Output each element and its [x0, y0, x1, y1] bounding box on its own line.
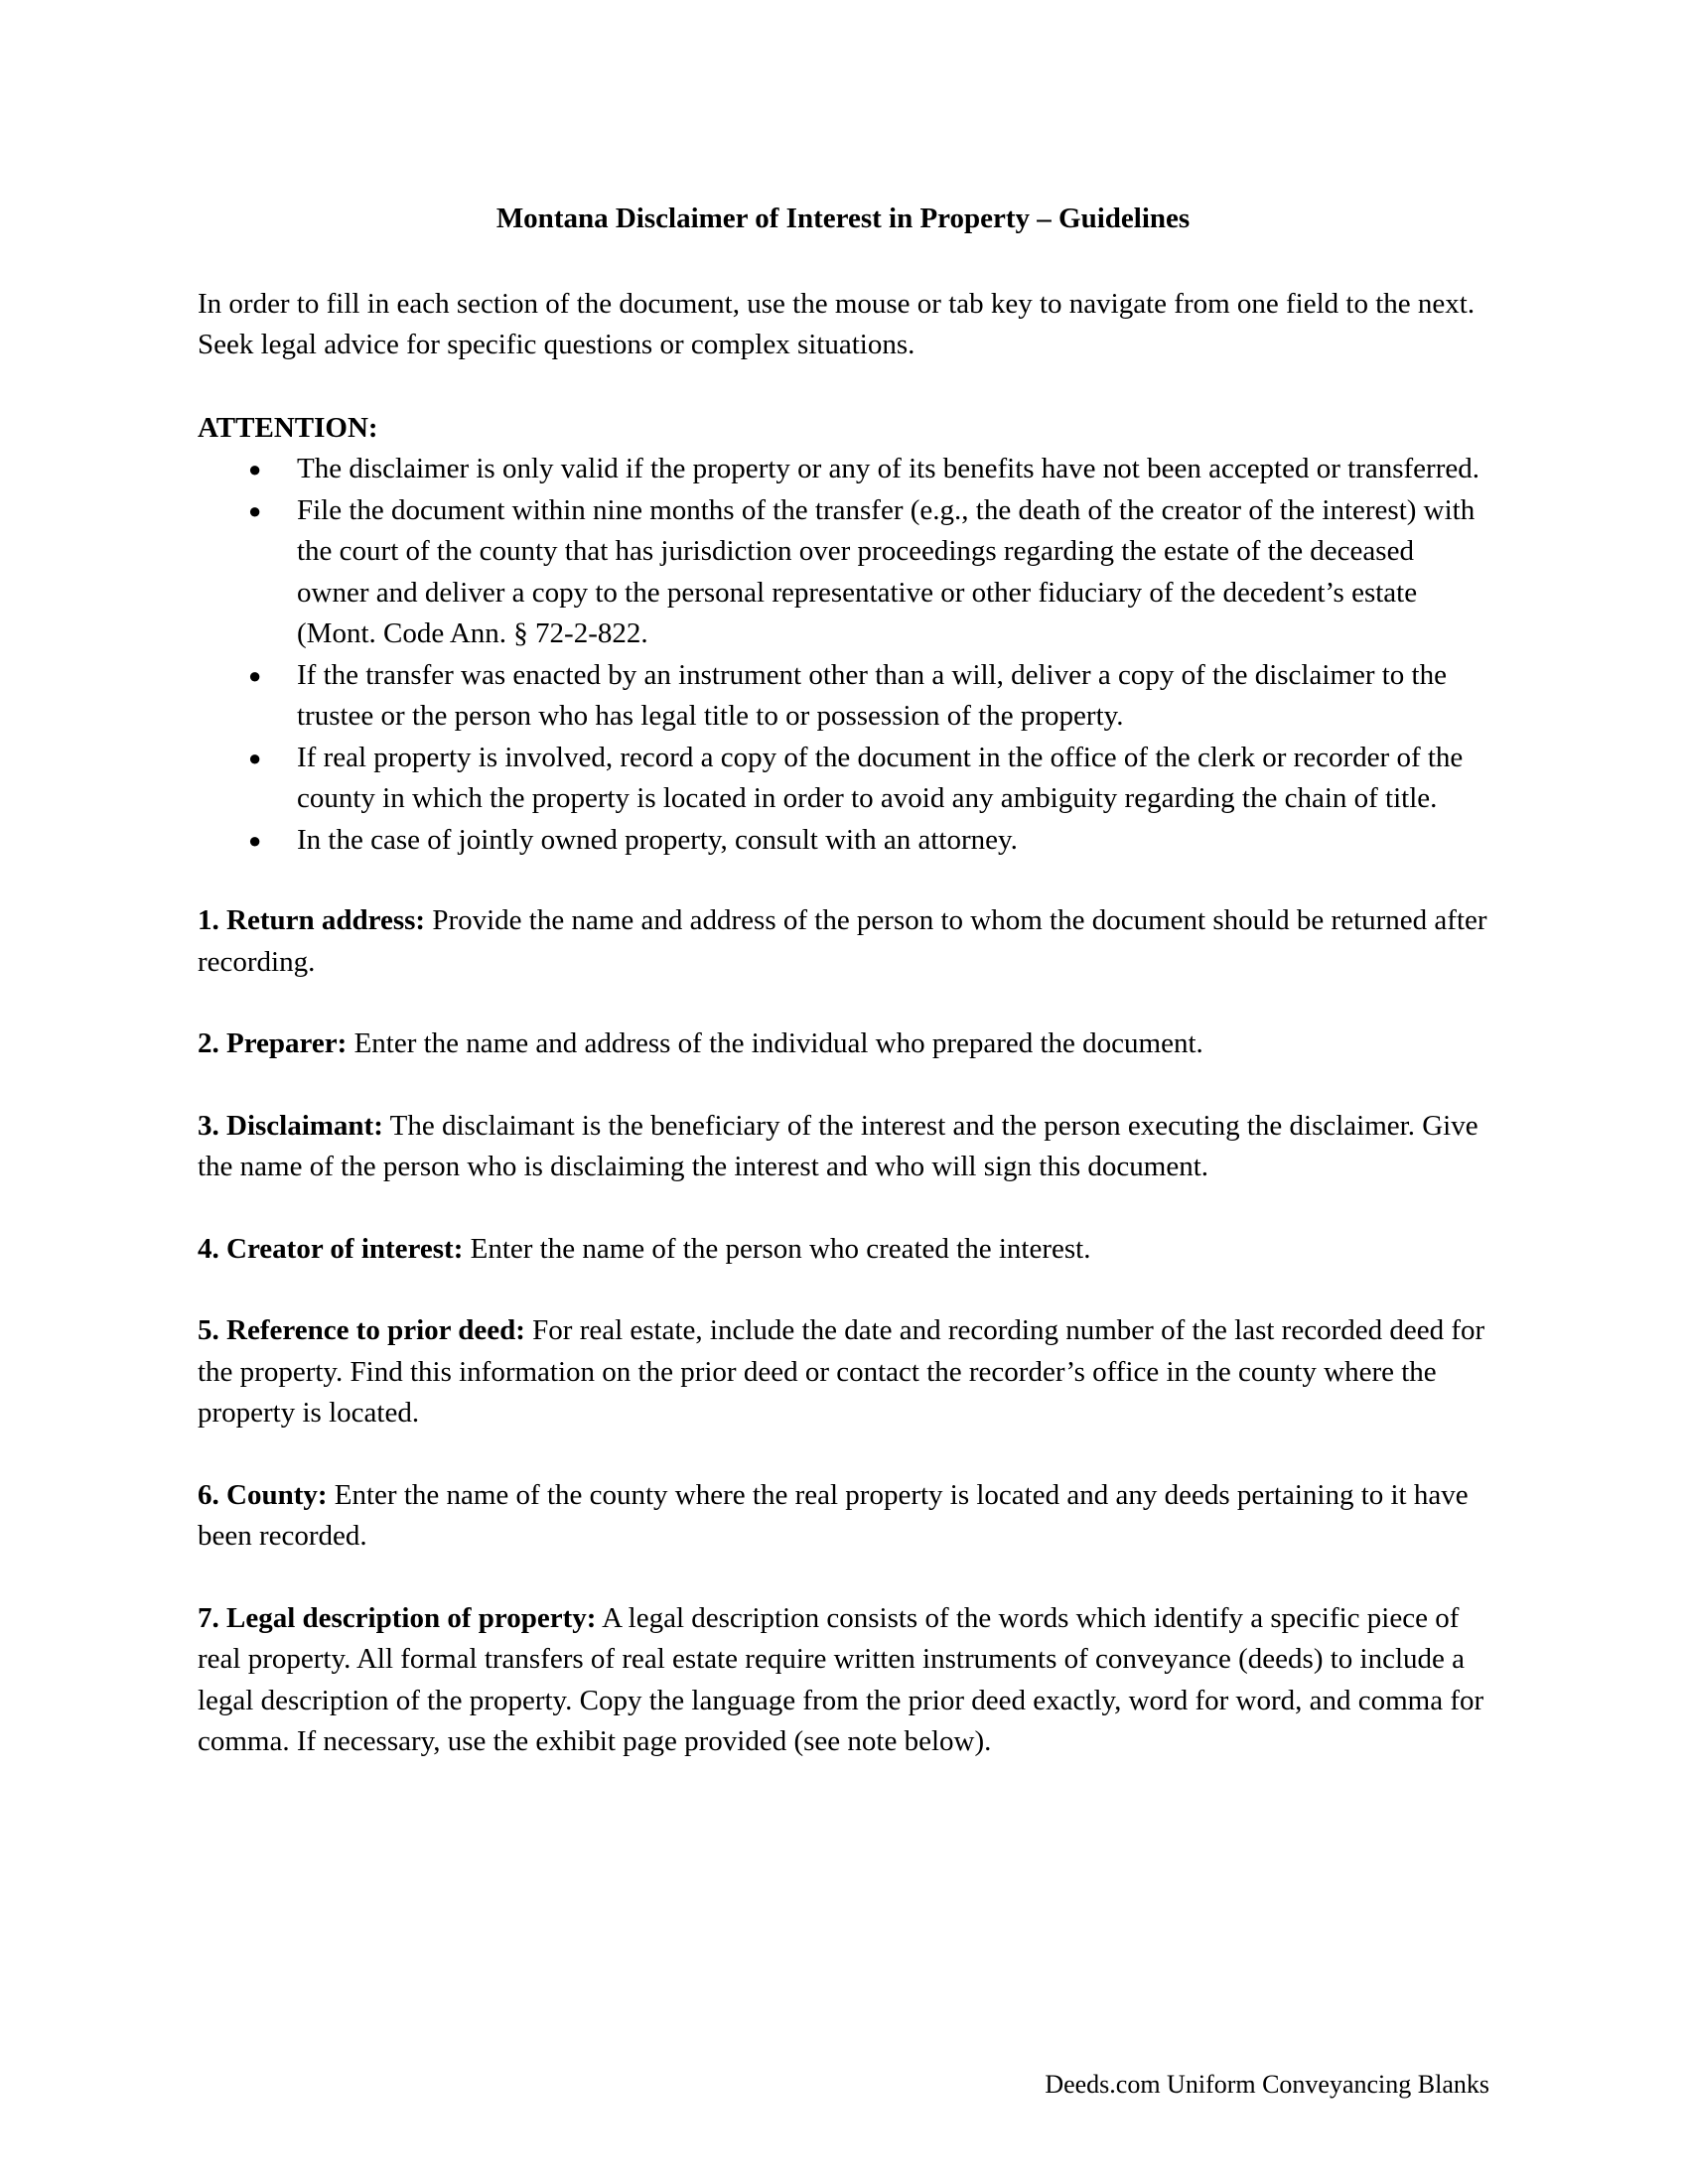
section-preparer: [198, 1024, 1488, 1065]
section-text: The disclaimant is the beneficiary of the interest and the person executing the disclaimer. Give the name of the person who is disclaiming the interest and who will sign this document.: [198, 1109, 1478, 1182]
section-label: 4. Creator of interest:: [198, 1232, 464, 1265]
section-label: 1. Return address:: [198, 904, 426, 936]
section-label: 5. Reference to prior deed:: [198, 1314, 525, 1346]
section-legal-description: [198, 1598, 1488, 1763]
attention-item-text: File the document within nine months of the transfer (e.g., the death of the creator of the interest) with the court of the county that has jurisdiction over proceedings regarding the estate of the deceased owner and deliver a copy to the personal representative or other fiduciary of the decedent’s estate (Mont. Code Ann. § 72-2-822.: [297, 493, 1476, 649]
bullet-icon: ●: [248, 745, 262, 770]
section-text: Enter the name of the person who created the interest.: [470, 1232, 1091, 1265]
section-creator-of-interest: [198, 1229, 1488, 1271]
section-text: Enter the name and address of the individual who prepared the document.: [353, 1027, 1203, 1059]
footer-text: Deeds.com Uniform Conveyancing Blanks: [1045, 2070, 1489, 2099]
section-prior-deed: [198, 1310, 1488, 1434]
section-return-address: [198, 900, 1488, 983]
section-label: 7. Legal description of property:: [198, 1601, 597, 1634]
attention-heading: ATTENTION:: [198, 411, 378, 444]
attention-item-text: If the transfer was enacted by an instrument other than a will, deliver a copy of the disclaimer to the trustee or the person who has legal title to or possession of the property.: [297, 658, 1447, 732]
attention-item: [198, 655, 1488, 738]
document-page: [198, 199, 1488, 1804]
section-label: 6. County:: [198, 1478, 328, 1511]
section-county: [198, 1475, 1488, 1558]
section-disclaimant: [198, 1106, 1488, 1188]
bullet-icon: ●: [248, 497, 262, 523]
attention-item: [198, 820, 1488, 862]
section-label: 3. Disclaimant:: [198, 1109, 383, 1142]
section-label: 2. Preparer:: [198, 1027, 348, 1059]
section-text: Enter the name of the county where the real property is located and any deeds pertaining to it have been recorded.: [198, 1478, 1469, 1552]
attention-item: [198, 738, 1488, 820]
attention-item-text: If real property is involved, record a copy of the document in the office of the clerk or recorder of the county in which the property is located in order to avoid any ambiguity regarding the chain of title.: [297, 741, 1464, 814]
bullet-icon: ●: [248, 662, 262, 688]
bullet-icon: ●: [248, 457, 262, 481]
section-text: Provide the name and address of the person to whom the document should be returned after recording.: [198, 904, 1487, 978]
intro-paragraph: In order to fill in each section of the document, use the mouse or tab key to navigate from one field to the next. Seek legal advice for specific questions or complex situations.: [198, 287, 1476, 360]
attention-list: [198, 449, 1488, 861]
bullet-icon: ●: [248, 827, 262, 853]
page-title: Montana Disclaimer of Interest in Property – Guidelines: [495, 203, 1191, 234]
section-text: A legal description consists of the words which identify a specific piece of real property. All formal transfers of real estate require written instruments of conveyance (deeds) to include a legal description of the property. Copy the language from the prior deed exactly, word for word, and comma for comma. If necessary, use the exhibit page provided (see note below).: [198, 1601, 1484, 1757]
section-text: For real estate, include the date and recording number of the last recorded deed for the property. Find this information on the prior deed or contact the recorder’s office in the county where the property is located.: [198, 1314, 1485, 1429]
attention-item: [198, 490, 1488, 655]
attention-item: [198, 449, 1488, 490]
attention-item-text: In the case of jointly owned property, consult with an attorney.: [297, 823, 1018, 856]
attention-item-text: The disclaimer is only valid if the property or any of its benefits have not been accepted or transferred.: [297, 453, 1479, 484]
